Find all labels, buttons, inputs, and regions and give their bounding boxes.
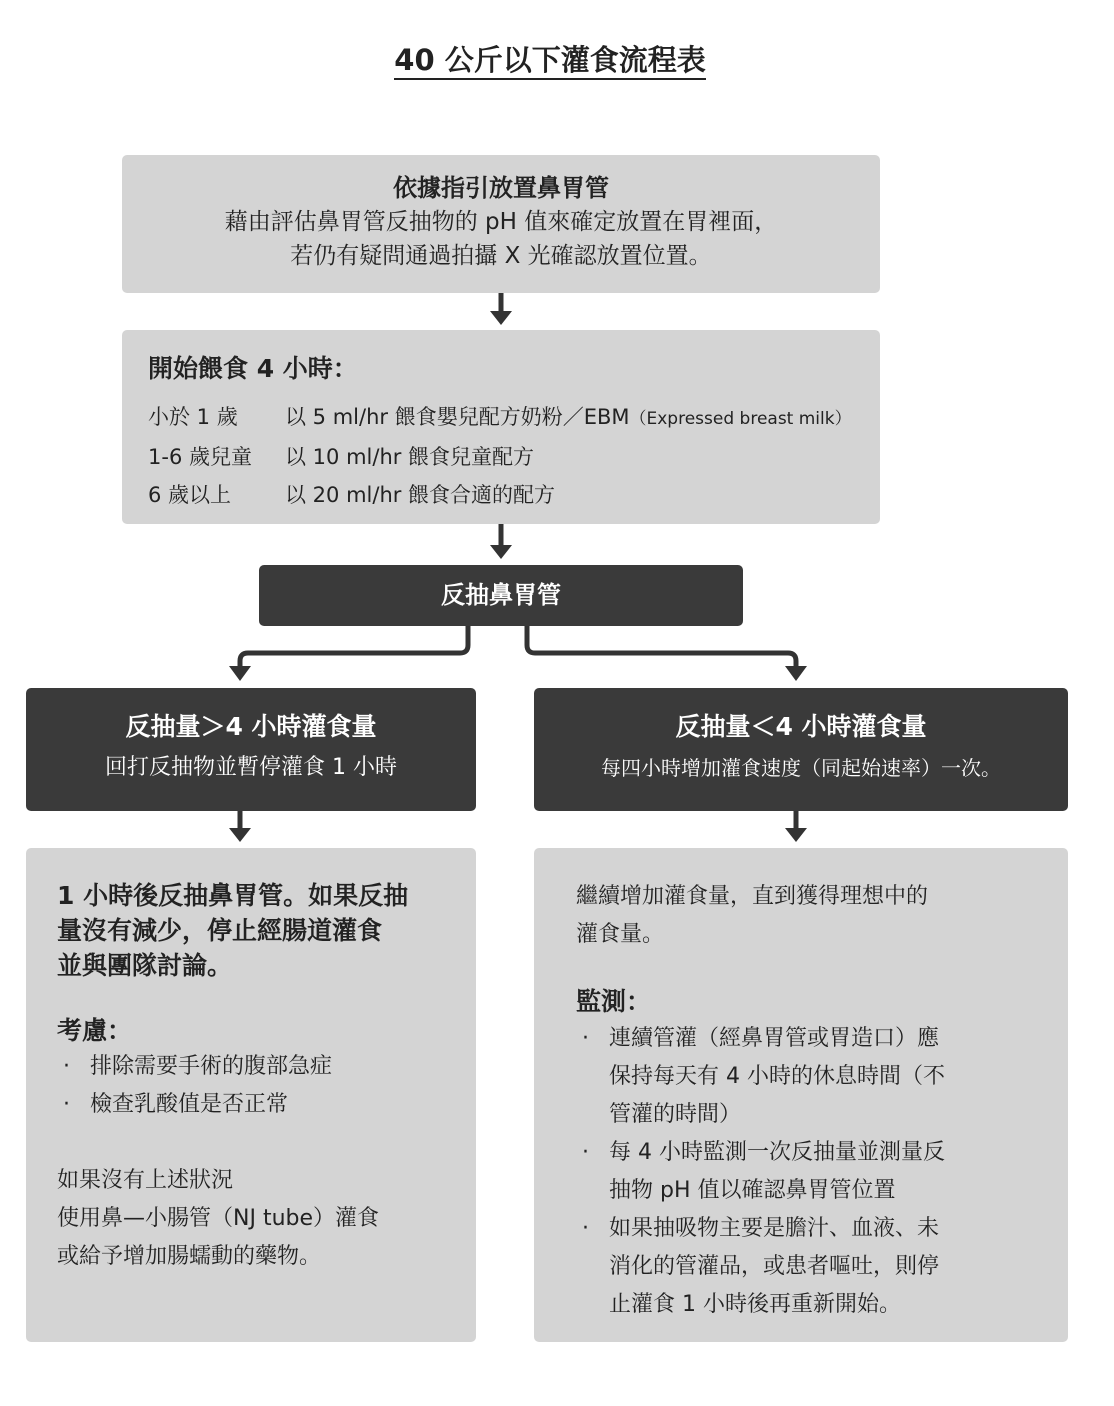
bullet-line: 管灌的時間） [609, 1102, 742, 1127]
arrow-head [229, 666, 251, 681]
arrow-head [490, 311, 512, 325]
arrow-branch-right [527, 626, 796, 668]
box6-tail-line: 如果沒有上述狀況 [57, 1168, 234, 1193]
box4-heading: 反抽量＞4 小時灌食量 [125, 712, 377, 741]
bullet-line: 保持每天有 4 小時的休息時間（不 [609, 1064, 945, 1089]
bullet-line: 連續管灌（經鼻胃管或胃造口）應 [609, 1026, 940, 1051]
arrow-head [785, 828, 807, 842]
aspirate-ng-tube-box: 反抽鼻胃管 [259, 565, 743, 626]
age-label: 小於 1 歲 [148, 405, 238, 429]
age-label: 1-6 歲兒童 [148, 445, 252, 469]
box1-line1: 藉由評估鼻胃管反抽物的 pH 值來確定放置在胃裡面， [224, 209, 778, 235]
box7-intro-line: 灌食量。 [576, 922, 665, 947]
bullet-dot: · [582, 1216, 589, 1241]
page-title: 40 公斤以下灌食流程表 [0, 38, 1100, 79]
arrow-branch-left [240, 626, 468, 668]
box5-heading: 反抽量＜4 小時灌食量 [675, 712, 927, 741]
bullet-line: 每 4 小時監測一次反抽量並測量反 [609, 1140, 945, 1165]
bullet-dot: · [582, 1140, 589, 1165]
bullet-text: 排除需要手術的腹部急症 [90, 1054, 333, 1079]
arrow-head [785, 666, 807, 681]
monitor-heading: 監測： [576, 987, 652, 1016]
rate-text: 以 20 ml/hr 餵食合適的配方 [285, 483, 556, 507]
box5-line: 每四小時增加灌食速度（同起始速率）一次。 [601, 756, 1001, 780]
bullet-line: 抽物 pH 值以確認鼻胃管位置 [609, 1178, 896, 1203]
box7-intro-line: 繼續增加灌食量，直到獲得理想中的 [576, 884, 929, 909]
bullet-dot: · [63, 1054, 70, 1079]
box4-line: 回打反抽物並暫停灌食 1 小時 [105, 755, 397, 780]
ebm-note: （Expressed breast milk） [629, 409, 852, 429]
bullet-dot: · [582, 1026, 589, 1051]
rate-text: 以 5 ml/hr 餵食嬰兒配方奶粉／EBM [285, 405, 630, 429]
age-label: 6 歲以上 [148, 483, 232, 507]
box6-bold-line: 並與團隊討論。 [57, 951, 233, 980]
bullet-line: 止灌食 1 小時後再重新開始。 [609, 1292, 901, 1317]
bullet-text: 檢查乳酸值是否正常 [90, 1092, 289, 1117]
rate-text: 以 10 ml/hr 餵食兒童配方 [285, 445, 535, 469]
bullet-dot: · [63, 1092, 70, 1117]
bullet-line: 消化的管灌品，或患者嘔吐，則停 [609, 1254, 940, 1279]
consider-heading: 考慮： [57, 1016, 133, 1045]
arrow-head [229, 828, 251, 842]
box6-tail-line: 使用鼻—小腸管（NJ tube）灌食 [57, 1206, 380, 1231]
box2-heading: 開始餵食 4 小時： [148, 354, 358, 383]
box1-line2: 若仍有疑問通過拍攝 X 光確認放置位置。 [290, 243, 712, 269]
box1-heading: 依據指引放置鼻胃管 [393, 174, 609, 202]
arrow-head [490, 545, 512, 559]
box6-bold-line: 量沒有減少，停止經腸道灌食 [57, 916, 383, 945]
bullet-line: 如果抽吸物主要是膽汁、血液、未 [609, 1216, 940, 1241]
box6-tail-line: 或給予增加腸蠕動的藥物。 [57, 1244, 322, 1269]
box6-bold-line: 1 小時後反抽鼻胃管。如果反抽 [57, 881, 409, 910]
